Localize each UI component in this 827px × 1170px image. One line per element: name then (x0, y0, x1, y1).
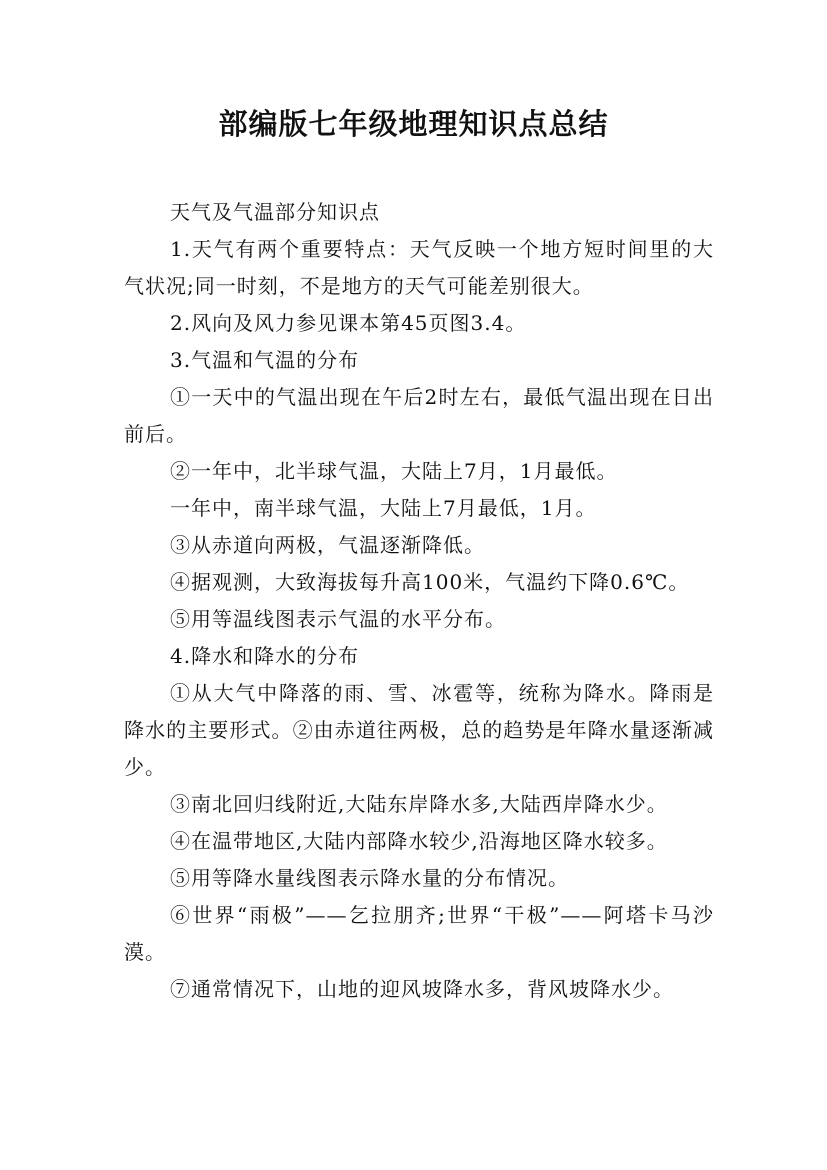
section-heading-temperature-distribution: 3.气温和气温的分布 (170, 348, 360, 372)
paragraph-southern-hemisphere: 一年中，南半球气温，大陆上7月最低，1月。 (170, 496, 597, 520)
paragraph-isohyet: ⑤用等降水量线图表示降水量的分布情况。 (170, 866, 569, 890)
paragraph-daily-temperature: ①一天中的气温出现在午后2时左右，最低气温出现在日出前后。 (124, 385, 714, 446)
paragraph-tropics-precipitation: ③南北回归线附近,大陆东岸降水多,大陆西岸降水少。 (170, 792, 668, 816)
paragraph-mountain-slopes: ⑦通常情况下，山地的迎风坡降水多，背风坡降水少。 (170, 977, 674, 1001)
paragraph-equator-to-poles: ③从赤道向两极，气温逐渐降低。 (170, 533, 485, 557)
document-title: 部编版七年级地理知识点总结 (218, 107, 609, 141)
paragraph-altitude: ④据观测，大致海拔每升高100米，气温约下降0.6℃。 (170, 570, 690, 594)
paragraph-weather-features: 1.天气有两个重要特点：天气反映一个地方短时间里的大气状况;同一时刻，不是地方的天气可能差别很大。 (124, 237, 714, 298)
paragraph-wind: 2.风向及风力参见课本第45页图3.4。 (170, 311, 527, 335)
section-heading-precipitation: 4.降水和降水的分布 (170, 644, 360, 668)
paragraph-isotherm: ⑤用等温线图表示气温的水平分布。 (170, 607, 506, 631)
paragraph-wet-dry-poles: ⑥世界“雨极”——乞拉朋齐;世界“干极”——阿塔卡马沙漠。 (124, 903, 714, 964)
paragraph-precipitation-definition: ①从大气中降落的雨、雪、冰雹等，统称为降水。降雨是降水的主要形式。②由赤道往两极，总的趋势是年降水量逐渐减少。 (124, 681, 714, 779)
paragraph-northern-hemisphere: ②一年中，北半球气温，大陆上7月，1月最低。 (170, 459, 618, 483)
paragraph-temperate-precipitation: ④在温带地区,大陆内部降水较少,沿海地区降水较多。 (170, 829, 668, 853)
document-body (124, 194, 714, 1008)
section-heading-weather-temperature: 天气及气温部分知识点 (170, 200, 380, 224)
